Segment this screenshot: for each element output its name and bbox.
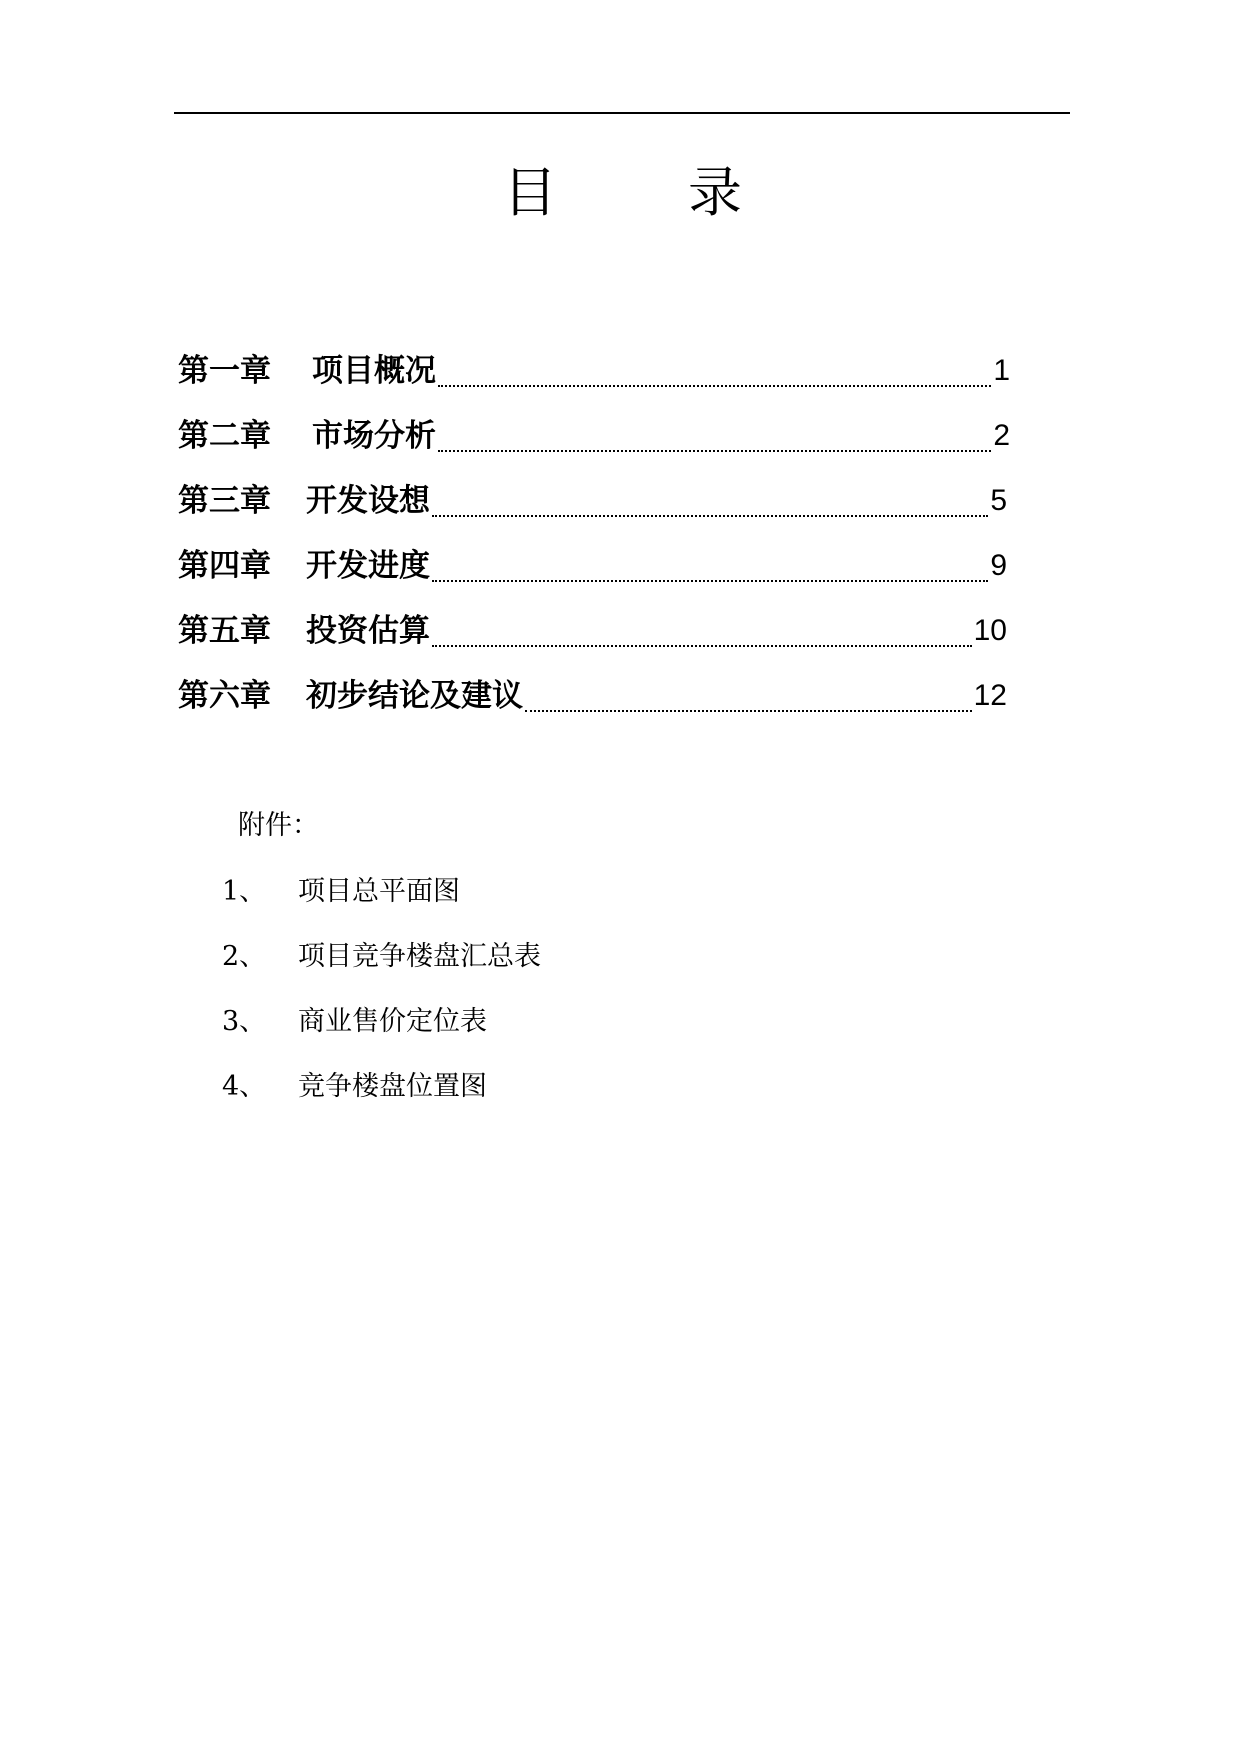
toc-entry-title: 开发设想	[306, 483, 430, 519]
toc-entry-5[interactable]	[178, 611, 1007, 651]
header-rule	[174, 112, 1070, 114]
toc-chapter-label: 第一章	[178, 353, 271, 389]
toc-entry-1[interactable]	[178, 351, 1010, 391]
toc-entry-title: 投资估算	[306, 613, 430, 649]
toc-entry-2[interactable]	[178, 416, 1010, 456]
appendix-item-number: 3、	[222, 1006, 267, 1037]
toc-title	[0, 158, 1241, 228]
toc-dot-leader	[438, 385, 991, 387]
toc-dot-leader	[525, 710, 972, 712]
toc-entry-title: 初步结论及建议	[306, 678, 523, 714]
toc-chapter-label: 第三章	[178, 483, 271, 519]
appendix-item-text: 项目竞争楼盘汇总表	[298, 941, 541, 972]
toc-dot-leader	[432, 515, 988, 517]
appendix-item-text: 商业售价定位表	[298, 1006, 487, 1037]
appendix-heading: 附件：	[238, 810, 319, 841]
toc-dot-leader	[432, 645, 972, 647]
toc-dot-leader	[432, 580, 988, 582]
toc-page-number: 9	[990, 549, 1007, 582]
toc-chapter-label: 第六章	[178, 678, 271, 714]
toc-chapter-label: 第四章	[178, 548, 271, 584]
appendix-item-number: 4、	[222, 1071, 267, 1102]
toc-title-char-1: 目	[503, 161, 557, 224]
appendix-item-text: 项目总平面图	[298, 876, 460, 907]
appendix-item-number: 2、	[222, 941, 267, 972]
toc-entry-4[interactable]	[178, 546, 1007, 586]
toc-page-number: 10	[973, 614, 1007, 647]
toc-title-char-2: 录	[688, 161, 742, 224]
toc-page-number: 5	[990, 484, 1007, 517]
toc-entry-3[interactable]	[178, 481, 1007, 521]
toc-entry-6[interactable]	[178, 676, 1007, 716]
toc-page-number: 12	[973, 679, 1007, 712]
appendix-item-text: 竞争楼盘位置图	[298, 1071, 487, 1102]
toc-entry-title: 开发进度	[306, 548, 430, 584]
appendix-item-number: 1、	[222, 876, 267, 907]
toc-page-number: 2	[993, 419, 1010, 452]
toc-chapter-label: 第五章	[178, 613, 271, 649]
toc-dot-leader	[438, 450, 991, 452]
toc-entry-title: 项目概况	[312, 353, 436, 389]
toc-entry-title: 市场分析	[312, 418, 436, 454]
toc-page-number: 1	[993, 354, 1010, 387]
toc-chapter-label: 第二章	[178, 418, 271, 454]
